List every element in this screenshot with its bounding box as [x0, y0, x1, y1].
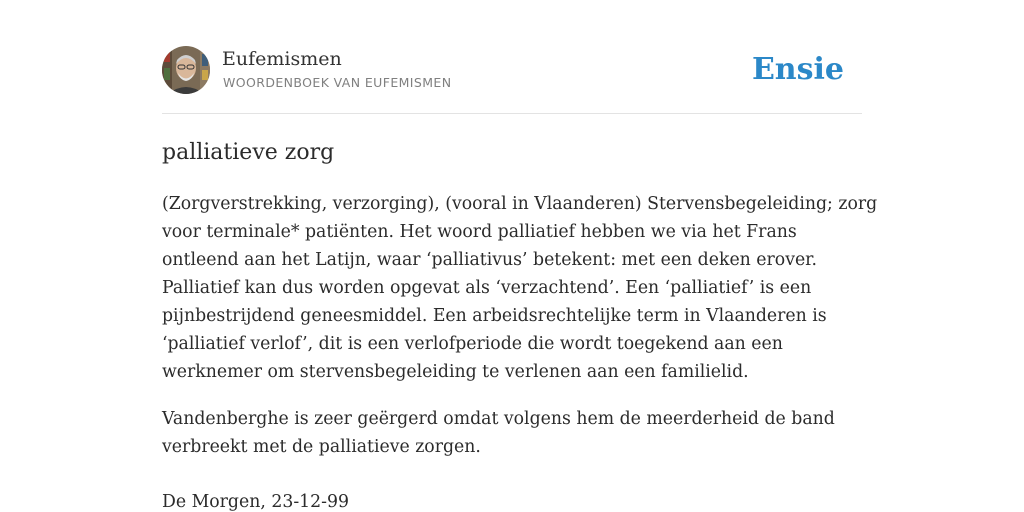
- definition-line: pijnbestrijdend geneesmiddel. Een arbeidsrechtelijke term in Vlaanderen is: [162, 306, 827, 326]
- definition-line: werknemer om stervensbegeleiding te verlenen aan een familielid.: [162, 362, 749, 382]
- header-divider: [162, 113, 862, 114]
- entry-definition: [162, 190, 878, 386]
- example-line: verbreekt met de palliatieve zorgen.: [162, 437, 481, 457]
- definition-line: ‘palliatief verlof’, dit is een verlofperiode die wordt toegekend aan een: [162, 334, 783, 354]
- entry-source: De Morgen, 23-12-99: [162, 492, 349, 512]
- avatar[interactable]: [162, 46, 210, 94]
- author-portrait-icon: [162, 46, 210, 94]
- definition-line: ontleend aan het Latijn, waar ‘palliativus’ betekent: met een deken erover.: [162, 250, 818, 270]
- definition-line: Palliatief kan dus worden opgevat als ‘verzachtend’. Een ‘palliatief’ is een: [162, 278, 812, 298]
- author-name[interactable]: Eufemismen: [222, 48, 342, 70]
- header: [162, 46, 862, 96]
- definition-line: voor terminale* patiënten. Het woord palliatief hebben we via het Frans: [162, 222, 797, 242]
- definition-line: (Zorgverstrekking, verzorging), (vooral in Vlaanderen) Stervensbegeleiding; zorg: [162, 194, 878, 214]
- site-logo[interactable]: Ensie: [751, 52, 844, 87]
- example-line: Vandenberghe is zeer geërgerd omdat volgens hem de meerderheid de band: [162, 409, 835, 429]
- entry-title: palliatieve zorg: [162, 140, 335, 165]
- entry-example: [162, 405, 862, 461]
- dictionary-subtitle[interactable]: WOORDENBOEK VAN EUFEMISMEN: [223, 75, 452, 90]
